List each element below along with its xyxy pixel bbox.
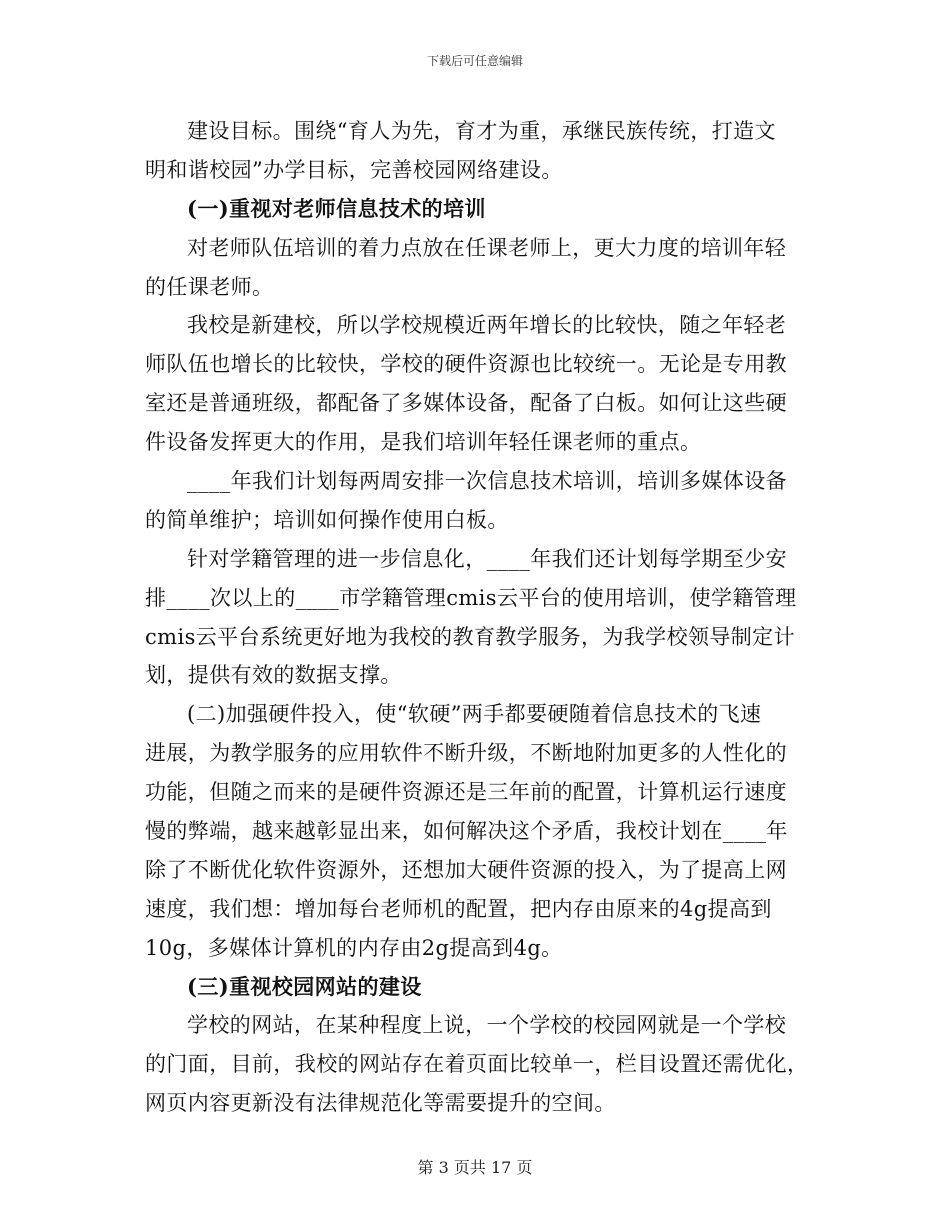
text-line: 室还是普通班级，都配备了多媒体设备，配备了白板。如何让这些硬: [145, 391, 787, 416]
text-line: 的简单维护；培训如何操作使用白板。: [145, 507, 509, 532]
text-line: 除了不断优化软件资源外，还想加大硬件资源的投入，为了提高上网: [145, 857, 787, 882]
text-line: 功能，但随之而来的是硬件资源还是三年前的配置，计算机运行速度: [145, 780, 787, 805]
page-footer: 第 3 页共 17 页: [417, 1158, 533, 1177]
text-line: 速度，我们想：增加每台老师机的配置，把内存由原来的4g提高到: [145, 896, 772, 921]
text-line: 排____次以上的____市学籍管理cmis云平台的使用培训，使学籍管理: [145, 585, 797, 610]
text-line: 的门面，目前，我校的网站存在着页面比较单一，栏目设置还需优化，: [145, 1052, 809, 1077]
section-heading: (一)重视对老师信息技术的培训: [187, 195, 486, 221]
text-line: 针对学籍管理的进一步信息化，____年我们还计划每学期至少安: [187, 546, 787, 571]
page-header: 下载后可任意编辑: [426, 54, 523, 68]
text-line: 我校是新建校，所以学校规模近两年增长的比较快，随之年轻老: [187, 313, 787, 338]
text-line: ____年我们计划每两周安排一次信息技术培训，培训多媒体设备: [187, 469, 787, 494]
section-heading: (三)重视校园网站的建设: [187, 973, 422, 999]
text-line: 划，提供有效的数据支撑。: [145, 663, 402, 688]
text-line: 网页内容更新没有法律规范化等需要提升的空间。: [145, 1091, 616, 1116]
text-line: cmis云平台系统更好地为我校的教育教学服务，为我学校领导制定计: [145, 624, 795, 649]
document-body: [145, 112, 810, 1123]
text-line: 10g，多媒体计算机的内存由2g提高到4g。: [145, 935, 563, 960]
text-line: 的任课老师。: [145, 274, 274, 299]
text-line: 建设目标。围绕“育人为先，育才为重，承继民族传统，打造文: [187, 119, 776, 143]
text-line: 明和谐校园”办学目标，完善校园网络建设。: [145, 157, 563, 182]
text-line: 对老师队伍培训的着力点放在任课老师上，更大力度的培训年轻: [187, 235, 787, 260]
text-line: 学校的网站，在某种程度上说，一个学校的校园网就是一个学校: [187, 1013, 787, 1038]
text-line: 件设备发挥更大的作用，是我们培训年轻任课老师的重点。: [145, 430, 702, 455]
text-line: 慢的弊端，越来越彰显出来，如何解决这个矛盾，我校计划在____年: [145, 819, 788, 844]
text-line: (二)加强硬件投入，使“软硬”两手都要硬随着信息技术的飞速: [187, 702, 762, 727]
text-line: 进展，为教学服务的应用软件不断升级，不断地附加更多的人性化的: [145, 741, 787, 766]
text-line: 师队伍也增长的比较快，学校的硬件资源也比较统一。无论是专用教: [145, 352, 787, 377]
